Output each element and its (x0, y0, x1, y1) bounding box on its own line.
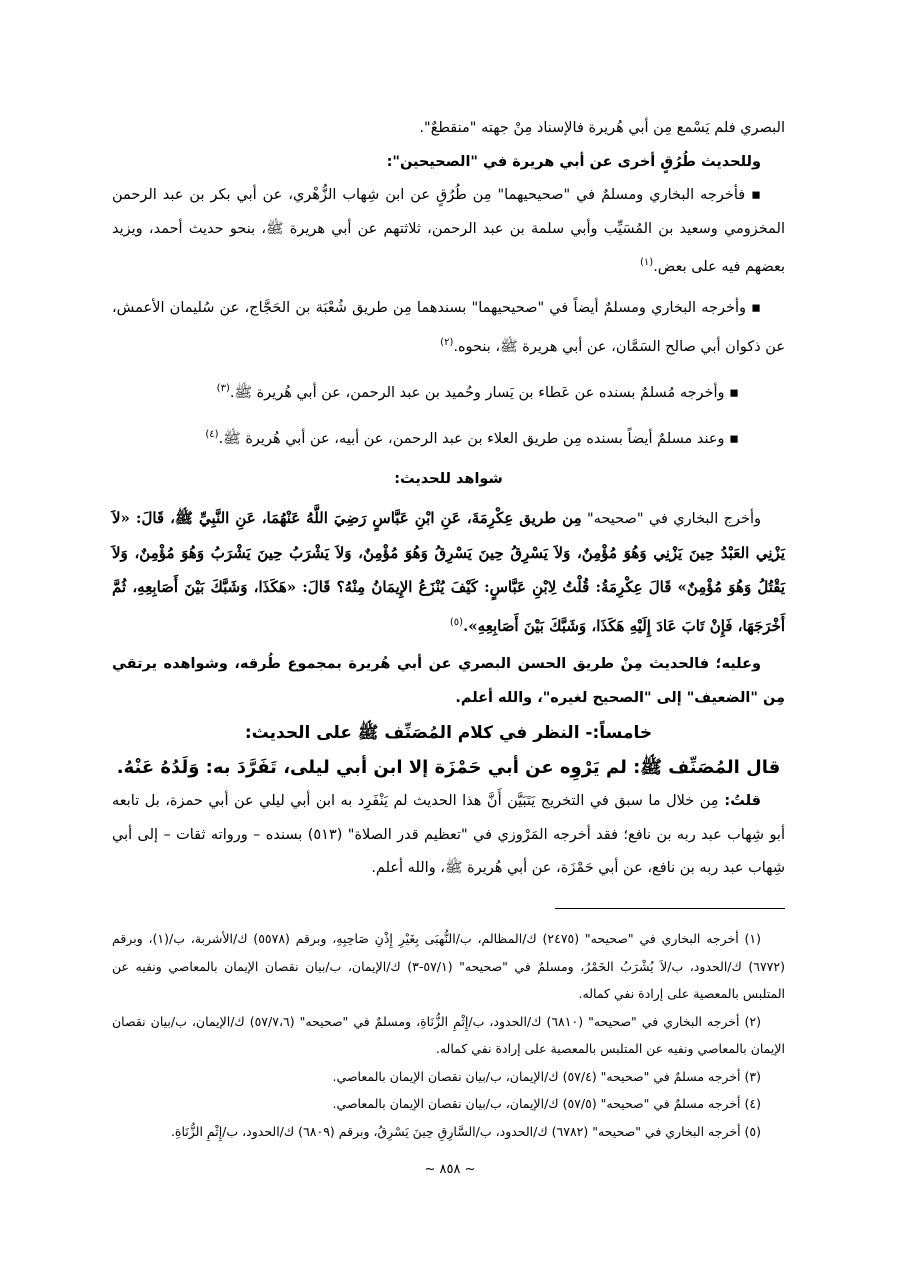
footnote-ref[interactable]: (٣) (216, 383, 230, 395)
paragraph-bullet (112, 179, 785, 284)
footnote-2: (٢) أخرجه البخاري في "صحيحه" (٦٨١٠) ك/الحدود، ب/إِثْمِ الزُّنَاةِ، ومسلمٌ في "صحيحه" (٥٧/٧،٦) ك/الإيمان، ب/بيان نقصان الإيمان بالمعاصي ونفيه عن المتلبس بالمعصية على إرادة نفي كماله. (112, 1013, 785, 1056)
footnote-ref[interactable]: (٢) (440, 336, 454, 348)
footnote-ref[interactable]: (١) (640, 257, 654, 268)
quote-text: لم يَرْوِه عن أبي حَمْزَة إلا ابن أبي ليلى، تَفَرَّدَ به: وَلَدُهُ عَنْهُ. (116, 757, 627, 779)
bullet-text: ▪ وأخرجه البخاري ومسلمٌ أيضاً في "صحيحيهما" بسندهما مِن طريق شُعْبَة بن الحَجَّاج، عن سُليمان الأعمش، عن ذكوان أبي صالح السَمَّان، عن أبي هريرة ﷺ، بنحوه. (112, 300, 785, 355)
bullet-text: ▪ وعند مسلمٌ أيضاً بسنده مِن طريق العلاء بن عبد الرحمن، عن أبيه، عن أبي هُريرة ﷺ. (218, 431, 739, 448)
heading-shawahid: شواهد للحديث: (394, 470, 503, 487)
bullet-text: ▪ فأخرجه البخاري ومسلمٌ في "صحيحيهما" مِن طُرُقٍ عن ابن شِهاب الزُّهْري، عن أبي بكر بن عبد الرحمن المخزومي وسعيد بن المُسَيِّب وأبي سلمة بن عبد الرحمن، ثلاثتهم عن أبي هريرة ﷺ، بنحو حديث أحمد، ويزيد بعضهم فيه على بعض. (112, 187, 785, 275)
section-heading: خامساً:- النظر في كلام المُصَنِّف ﷺ على الحديث: (244, 723, 653, 744)
page-number: ~ ٨٥٨ ~ (424, 1162, 476, 1177)
author-quote (112, 751, 785, 785)
footnote-ref[interactable]: (٤) (205, 429, 219, 441)
paragraph-conclusion: وعليه؛ فالحديث مِنْ طريق الحسن البصري عن أبي هُريرة بمجموع طُرقه، وشواهده يرتقي مِن "الضعيف" إلى "الصحيح لغيره"، والله أعلم. (112, 656, 785, 706)
footnotes (112, 925, 785, 1145)
paragraph-bullet (112, 418, 785, 456)
hadith-intro: وأخرج البخاري في "صحيحه" (581, 511, 761, 528)
bullet-text: ▪ وأخرجه مُسلمٌ بسنده عن عَطاء بن يَسار وحُميد بن عبد الرحمن، عن أبي هُريرة ﷺ. (229, 384, 739, 401)
paragraph-hadith (112, 502, 785, 644)
subheading-other-routes: وللحديث طُرُقٍ أخرى عن أبي هريرة في "الصحيحين": (386, 153, 761, 170)
footnote-5: (٥) أخرجه البخاري في "صحيحه" (٦٧٨٢) ك/الحدود، ب/السَّارِقِ حِينَ يَسْرِقُ، وبرقم (٦٨٠٩) ك/الحدود، ب/إِثْمِ الزُّنَاةِ. (170, 1123, 761, 1139)
paragraph-bullet (112, 372, 785, 410)
footnote-4: (٤) أخرجه مسلمٌ في "صحيحه" (٥٧/٥) ك/الإيمان، ب/بيان نقصان الإيمان بالمعاصي. (332, 1096, 761, 1111)
paragraph-bullet (112, 292, 785, 364)
footnote-divider (555, 908, 785, 909)
paragraph: البصري فلم يَسْمع مِن أبي هُريرة فالإسناد مِنْ جهته "منقطعٌ". (419, 120, 785, 136)
paragraph-comment (112, 785, 785, 886)
main-text (112, 112, 785, 886)
comment-text: مِن خلال ما سبق في التخريج يَتَبَيَّن أَنَّ هذا الحديث لم يَنْفَرِد به ابن أبي ليلي عن أبي حمزة، بل تابعه أبو شِهاب عبد ربه بن نافع؛ فقد أخرجه المَرْوزي في "تعظيم قدر الصلاة" (٥١٣) بسنده – ورواته ثقات – إلى أبي شِهاب عبد ربه بن نافع، عن أبي حَمْزَة، عن أبي هُريرة ﷺ، والله أعلم. (112, 793, 785, 877)
footnote-1: (١) أخرجه البخاري في "صحيحه" (٢٤٧٥) ك/المظالم، ب/النُّهبَى بِغَيْرِ إِذْنِ صَاحِبِهِ، وبرقم (٥٥٧٨) ك/الأشربة، ب/(١)، وبرقم (٦٧٧٢) ك/الحدود، ب/لاَ يُشْرَبُ الخَمْرُ، ومسلمٌ في "صحيحه" (٥٧/١-٣) ك/الإيمان، ب/بيان نقصان الإيمان بالمعاصي ونفيه عن المتلبس بالمعصية على إرادة نفي كماله. (112, 931, 785, 1001)
footnote-ref[interactable]: (٥) (449, 616, 464, 628)
hadith-text: مِن طريق عِكْرِمَةَ، عَنِ ابْنِ عَبَّاسٍ رَضِيَ اللَّهُ عَنْهُمَا، عَنِ النَّبِيِّ ﷺ، قَالَ: «لاَ يَزْنِي العَبْدُ حِينَ يَزْنِي وَهُوَ مُؤْمِنٌ، وَلاَ يَسْرِقُ حِينَ يَسْرِقُ وَهُوَ مُؤْمِنٌ، وَلاَ يَشْرَبُ حِينَ يَشْرَبُ وَهُوَ مُؤْمِنٌ، وَلاَ يَقْتُلُ وَهُوَ مُؤْمِنٌ» قَالَ عِكْرِمَةُ: قُلْتُ لِابْنِ عَبَّاسٍ: كَيْفَ يُنْزَعُ الإِيمَانُ مِنْهُ؟ قَالَ: «هَكَذَا، وَشَبَّكَ بَيْنَ أَصَابِعِهِ، ثُمَّ أَخْرَجَهَا، فَإِنْ تَابَ عَادَ إِلَيْهِ هَكَذَا، وَشَبَّكَ بَيْنَ أَصَابِعِهِ». (112, 509, 785, 635)
quote-label: قال المُصَنِّف ﷺ: (626, 757, 781, 779)
footnote-3: (٣) أخرجه مسلمٌ في "صحيحه" (٥٧/٤) ك/الإيمان، ب/بيان نقصان الإيمان بالمعاصي. (332, 1068, 761, 1084)
comment-label: قلتُ: (718, 793, 761, 810)
